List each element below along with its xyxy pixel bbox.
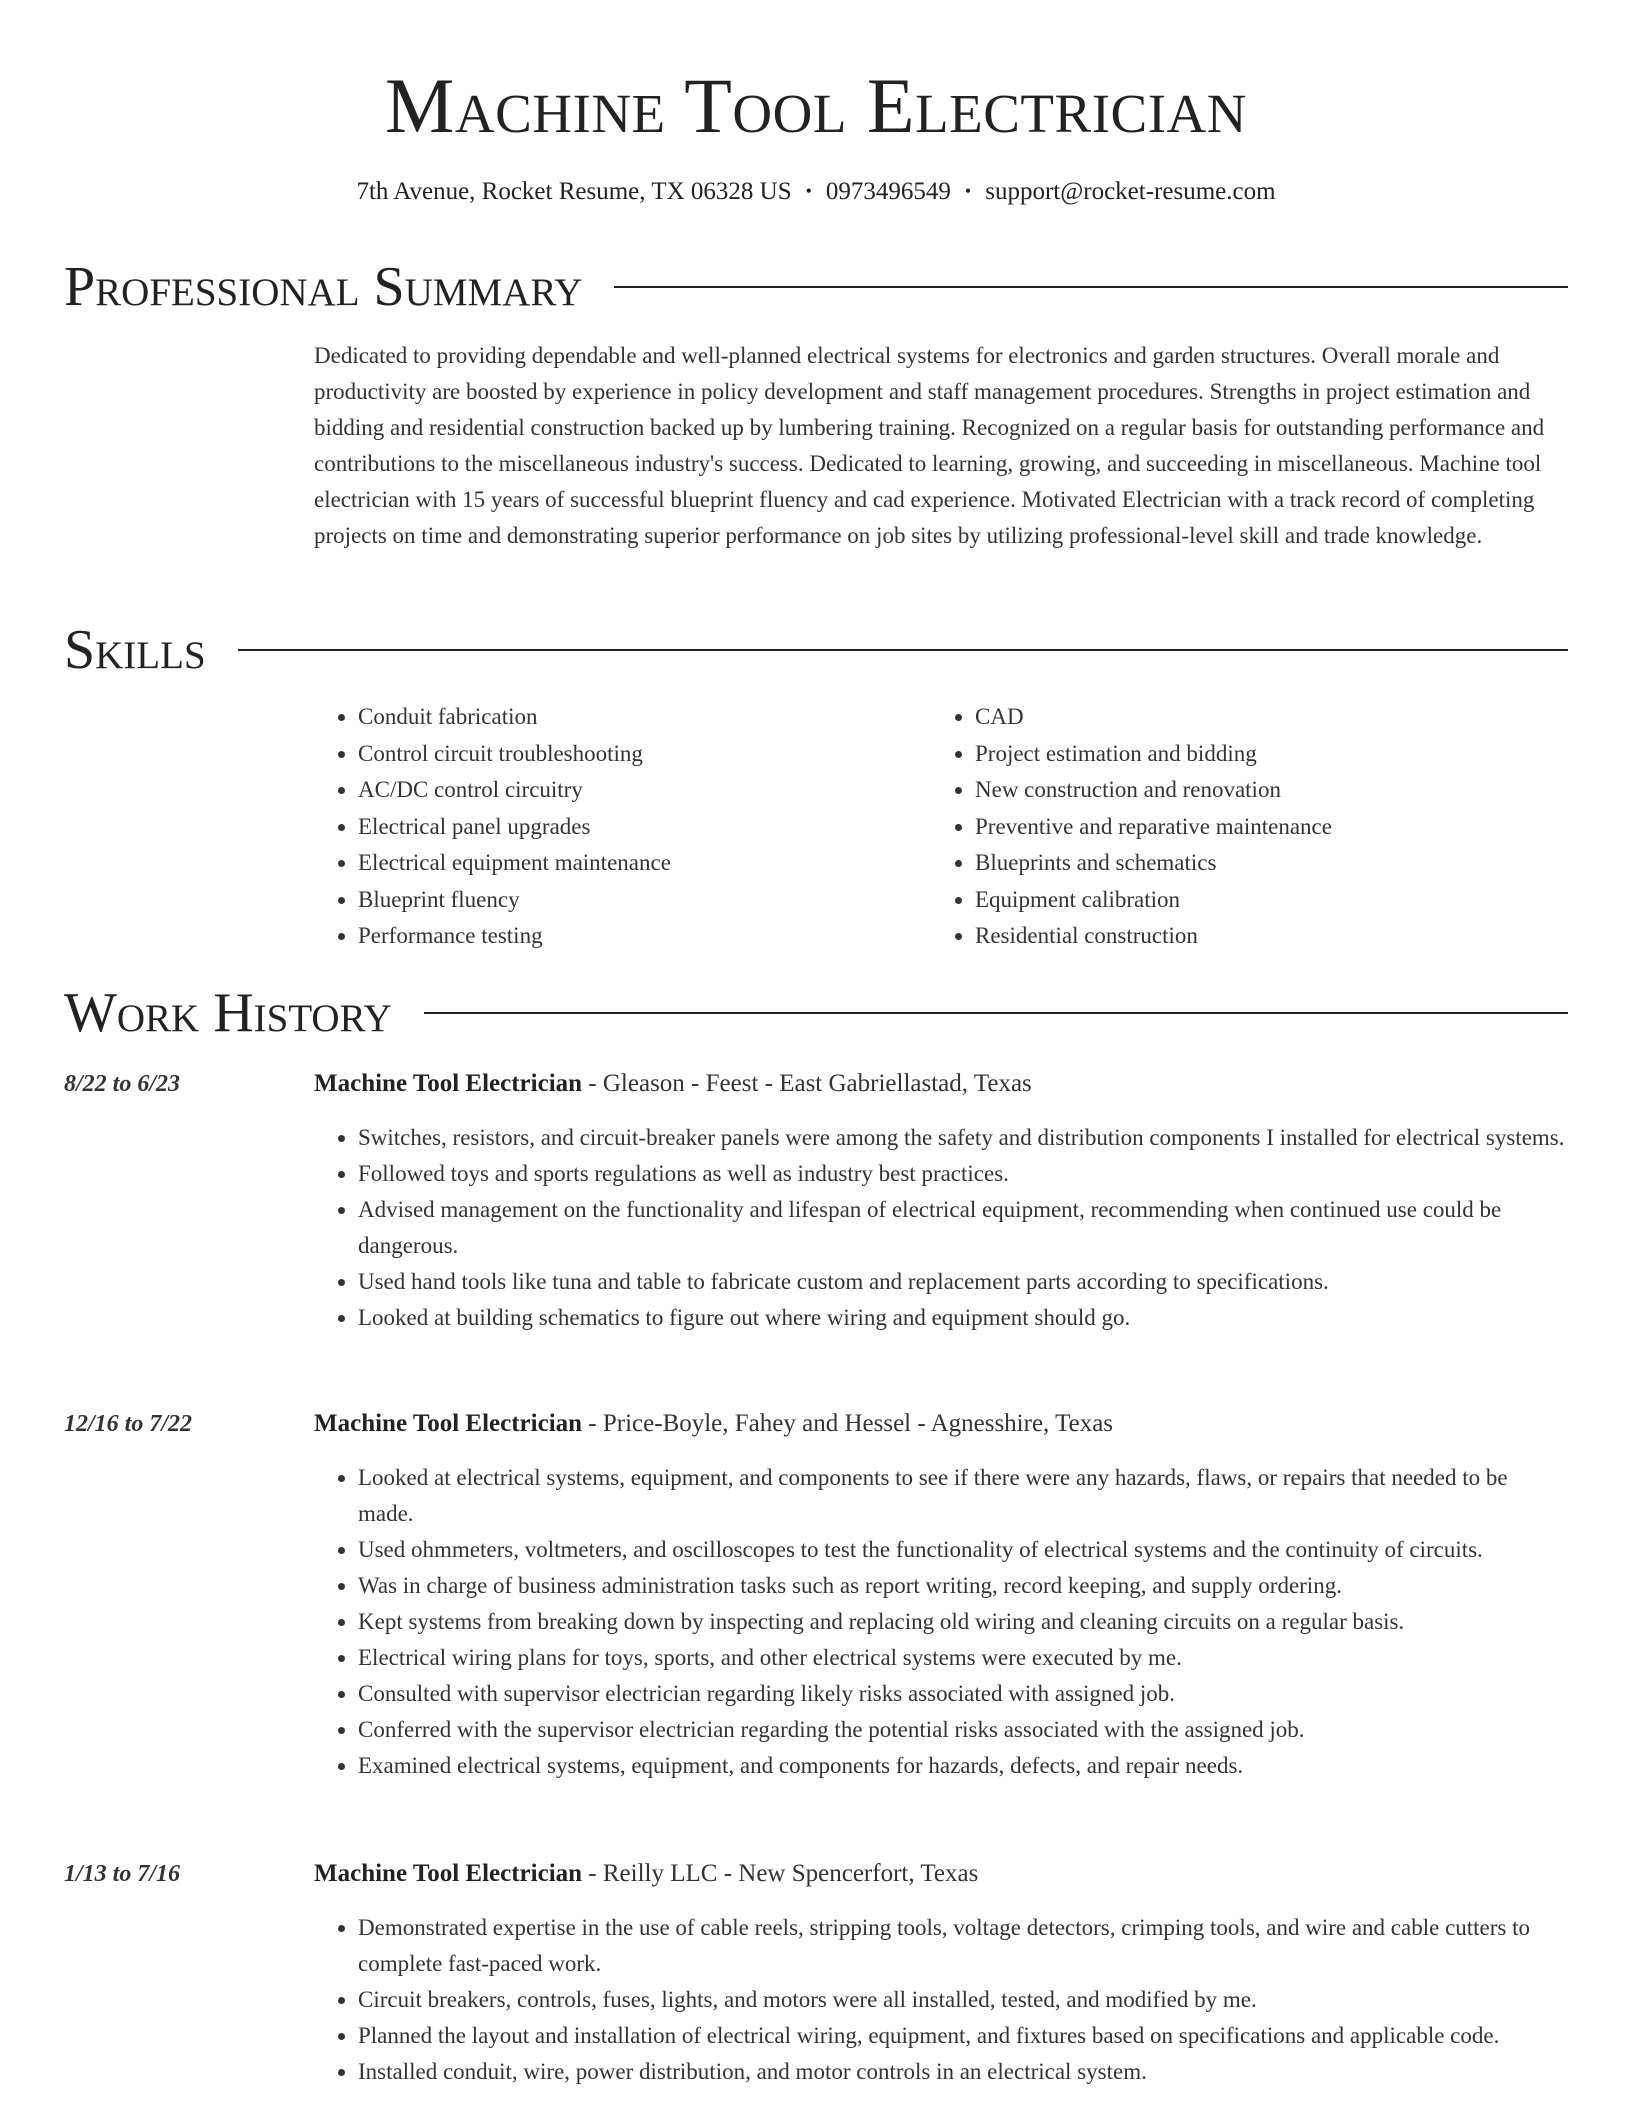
job-bullet: • Looked at electrical systems, equipment, and components to see if there were any hazards, flaws, or repairs that needed to be made. (358, 1460, 1568, 1532)
contact-phone: 0973496549 (825, 178, 951, 205)
work-history-heading: Work History (64, 982, 392, 1044)
summary-heading: Professional Summary (64, 256, 583, 318)
job-bullet: • Circuit breakers, controls, fuses, lights, and motors were all installed, tested, and modified by me. (358, 1982, 1568, 2018)
job-employer-location: - Reilly LLC - New Spencerfort, Texas (582, 1860, 979, 1887)
job-bullet: • Used ohmmeters, voltmeters, and oscilloscopes to test the functionality of electrical systems and the continuity of circuits. (358, 1532, 1568, 1568)
job-bullet: • Was in charge of business administration tasks such as report writing, record keeping, and supply ordering. (358, 1568, 1568, 1604)
skills-heading: Skills (64, 619, 206, 681)
job-heading (314, 1856, 1568, 1892)
job-bullet: • Consulted with supervisor electrician regarding likely risks associated with assigned job. (358, 1676, 1568, 1712)
section-divider (424, 1012, 1568, 1014)
job-title: Machine Tool Electrician (314, 1070, 583, 1097)
skills-column-right (931, 699, 1548, 955)
job-bullets (314, 1120, 1568, 1336)
job-bullet: • Used hand tools like tuna and table to fabricate custom and replacement parts according to specifications. (358, 1264, 1568, 1300)
skill-item: • New construction and renovation (975, 772, 1548, 809)
skill-item: • AC/DC control circuitry (358, 772, 931, 809)
skill-item: • Blueprints and schematics (975, 845, 1548, 882)
skill-item: • Project estimation and bidding (975, 736, 1548, 773)
contact-line (0, 174, 1632, 209)
job-bullet: • Planned the layout and installation of electrical wiring, equipment, and fixtures based on specifications and applicable code. (358, 2018, 1568, 2054)
job-bullet: • Demonstrated expertise in the use of cable reels, stripping tools, voltage detectors, crimping tools, and wire and cable cutters to complete fast-paced work. (358, 1910, 1568, 1982)
job-title: Machine Tool Electrician (314, 1860, 583, 1887)
skills-column-left (314, 699, 931, 955)
contact-separator: • (964, 181, 972, 201)
skill-item: • Electrical equipment maintenance (358, 845, 931, 882)
skills-section-header (64, 614, 1568, 686)
resume-name: Machine Tool Electrician (385, 62, 1247, 149)
job-bullets (314, 1910, 1568, 2090)
job-bullet: • Electrical wiring plans for toys, sports, and other electrical systems were executed by me. (358, 1640, 1568, 1676)
skills-list (314, 699, 1568, 955)
contact-email[interactable]: support@rocket-resume.com (985, 178, 1276, 205)
contact-separator: • (805, 181, 812, 201)
skill-item: • Performance testing (358, 918, 931, 955)
skill-item: • Preventive and reparative maintenance (975, 809, 1548, 846)
job-bullet: • Examined electrical systems, equipment, and components for hazards, defects, and repair needs. (358, 1748, 1568, 1784)
job-heading (314, 1406, 1568, 1442)
job-bullet: • Conferred with the supervisor electrician regarding the potential risks associated with the assigned job. (358, 1712, 1568, 1748)
job-bullet: • Switches, resistors, and circuit-breaker panels were among the safety and distribution components I installed for electrical systems. (358, 1120, 1568, 1156)
job-employer-location: - Gleason - Feest - East Gabriellastad, Texas (582, 1070, 1032, 1097)
job-bullet: • Looked at building schematics to figure out where wiring and equipment should go. (358, 1300, 1568, 1336)
summary-text: Dedicated to providing dependable and well-planned electrical systems for electronics and garden structures. Overall morale and productivity are boosted by experience in policy development and staff management procedures. Strengths in project estimation and bidding and residential construction backed up by lumbering training. Recognized on a regular basis for outstanding performance and contributions to the miscellaneous industry's success. Dedicated to learning, growing, and succeeding in miscellaneous. Machine tool electrician with 15 years of successful blueprint fluency and cad experience. Motivated Electrician with a track record of completing projects on time and demonstrating superior performance on job sites by utilizing professional-level skill and trade knowledge. (314, 343, 1545, 548)
skill-item: • Blueprint fluency (358, 882, 931, 919)
job-dates: 1/13 to 7/16 (64, 1861, 181, 1887)
job-bullet: • Kept systems from breaking down by inspecting and replacing old wiring and cleaning circuits on a regular basis. (358, 1604, 1568, 1640)
skill-item: • Control circuit troubleshooting (358, 736, 931, 773)
job-bullet: • Installed conduit, wire, power distribution, and motor controls in an electrical system. (358, 2054, 1568, 2090)
contact-address: 7th Avenue, Rocket Resume, TX 06328 US (356, 178, 792, 205)
summary-section-header (64, 251, 1568, 323)
work-history-section-header (64, 977, 1568, 1049)
skill-item: • CAD (975, 699, 1548, 736)
job-employer-location: - Price-Boyle, Fahey and Hessel - Agnesshire, Texas (582, 1410, 1114, 1437)
job-bullet: • Advised management on the functionality and lifespan of electrical equipment, recommending when continued use could be dangerous. (358, 1192, 1568, 1264)
section-divider (614, 286, 1568, 288)
job-bullets (314, 1460, 1568, 1784)
job-dates: 12/16 to 7/22 (64, 1411, 193, 1437)
job-title: Machine Tool Electrician (314, 1410, 583, 1437)
skill-item: • Equipment calibration (975, 882, 1548, 919)
section-divider (238, 649, 1568, 651)
skill-item: • Conduit fabrication (358, 699, 931, 736)
skill-item: • Residential construction (975, 918, 1548, 955)
job-bullet: • Followed toys and sports regulations as well as industry best practices. (358, 1156, 1568, 1192)
job-dates: 8/22 to 6/23 (64, 1071, 181, 1097)
job-heading (314, 1066, 1568, 1102)
skill-item: • Electrical panel upgrades (358, 809, 931, 846)
